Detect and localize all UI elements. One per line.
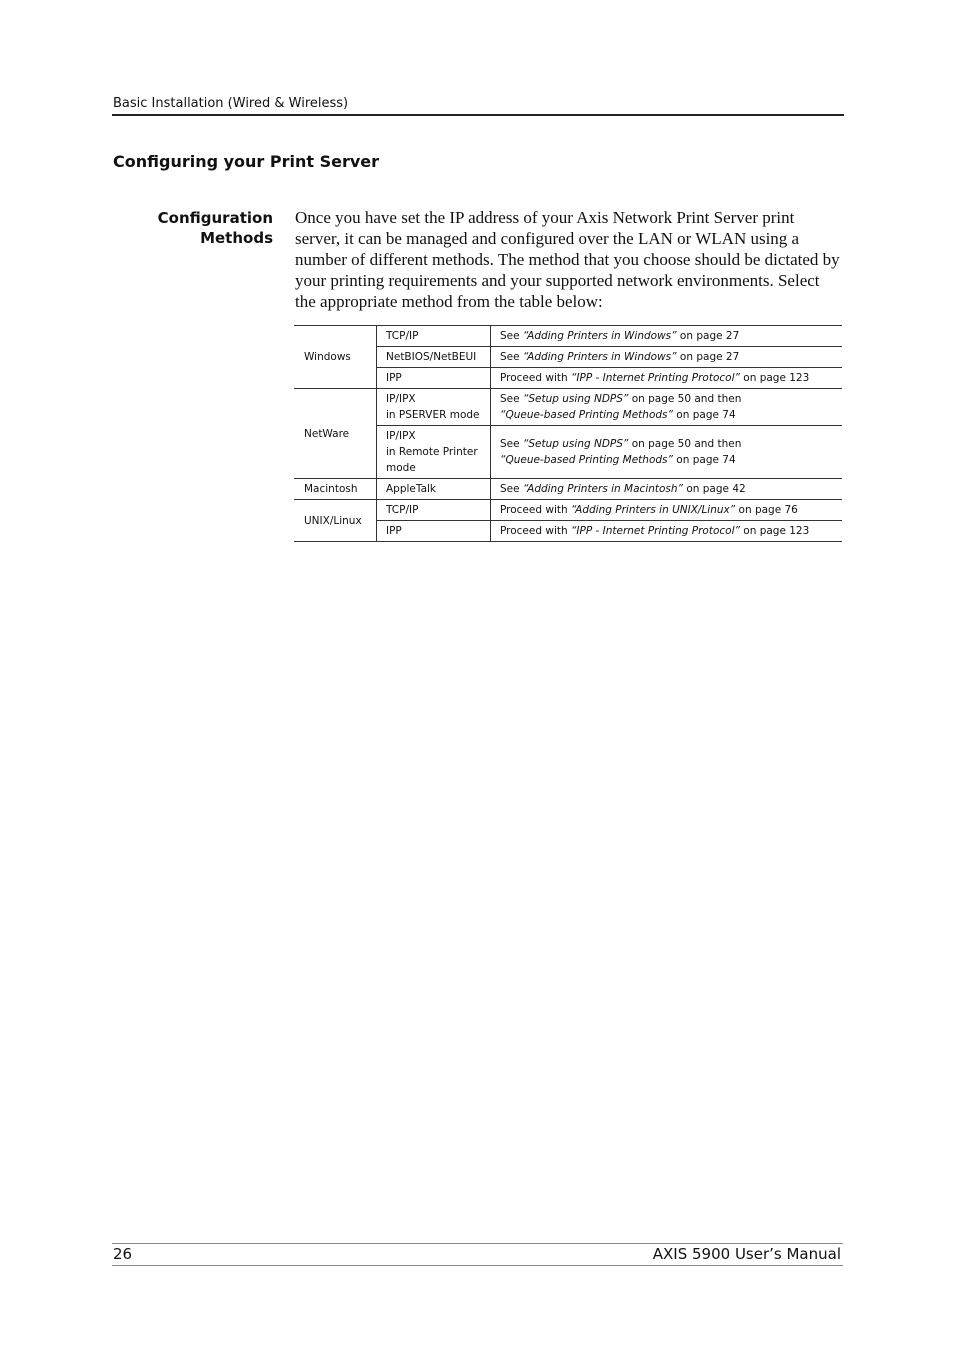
description-cell — [491, 326, 843, 347]
protocol-cell — [377, 368, 491, 389]
description-line — [500, 391, 834, 407]
description-line — [500, 370, 834, 386]
configuration-methods-table — [294, 325, 842, 542]
description-text: See — [500, 483, 523, 495]
table-row — [294, 347, 842, 368]
manual-title: AXIS 5900 User’s Manual — [652, 1245, 841, 1263]
description-text: on page 42 — [683, 483, 746, 495]
table-row — [294, 368, 842, 389]
protocol-line: in PSERVER mode — [386, 409, 480, 421]
cross-reference[interactable]: “IPP - Internet Printing Protocol” — [570, 372, 740, 384]
section-title: Configuring your Print Server — [113, 152, 380, 171]
os-cell: Macintosh — [294, 479, 377, 500]
description-text: on page 27 — [676, 351, 740, 363]
protocol-line: NetBIOS/NetBEUI — [386, 351, 477, 363]
protocol-line: in Remote Printer — [386, 446, 478, 458]
description-text: on page 123 — [739, 372, 810, 384]
protocol-cell — [377, 479, 491, 500]
description-text: on page 74 — [672, 454, 736, 466]
description-line — [500, 349, 834, 365]
protocol-cell — [377, 521, 491, 542]
page-number: 26 — [113, 1245, 133, 1263]
description-cell — [491, 389, 843, 426]
footer-rule-top — [112, 1243, 843, 1244]
description-cell — [491, 521, 843, 542]
description-text: See — [500, 351, 523, 363]
description-text: on page 50 and then — [628, 393, 742, 405]
footer-rule-bottom — [112, 1265, 843, 1266]
os-cell: Windows — [294, 326, 377, 389]
description-text: on page 123 — [739, 525, 810, 537]
methods-table-body — [294, 326, 842, 542]
description-cell — [491, 500, 843, 521]
header-rule — [112, 114, 844, 116]
description-line — [500, 407, 834, 423]
cross-reference[interactable]: “IPP - Internet Printing Protocol” — [570, 525, 740, 537]
table-row — [294, 426, 842, 479]
description-text: on page 27 — [676, 330, 740, 342]
side-heading-line-2: Methods — [200, 229, 273, 247]
protocol-cell — [377, 426, 491, 479]
table-row — [294, 389, 842, 426]
cross-reference[interactable]: “Queue-based Printing Methods” — [500, 409, 673, 421]
protocol-line: TCP/IP — [386, 330, 419, 342]
cross-reference[interactable]: “Adding Printers in Windows” — [522, 351, 677, 363]
protocol-line: mode — [386, 462, 416, 474]
description-line — [500, 523, 834, 539]
description-text: See — [500, 330, 523, 342]
protocol-line: IPP — [386, 372, 402, 384]
description-text: on page 50 and then — [628, 438, 742, 450]
description-text: Proceed with — [500, 525, 571, 537]
protocol-line: IPP — [386, 525, 402, 537]
cross-reference[interactable]: “Adding Printers in Macintosh” — [522, 483, 683, 495]
cross-reference[interactable]: “Setup using NDPS” — [522, 438, 629, 450]
intro-paragraph: Once you have set the IP address of your Axis Network Print Server print server, it can be managed and configured over the LAN or WLAN using a number of different methods. The method that you choose should be dictated by your printing requirements and your supported network environments. Select the appropriate method from the table below: — [295, 208, 840, 311]
description-text: See — [500, 393, 523, 405]
description-cell — [491, 479, 843, 500]
cross-reference[interactable]: “Adding Printers in UNIX/Linux” — [570, 504, 736, 516]
table-row — [294, 479, 842, 500]
table-row — [294, 326, 842, 347]
running-head: Basic Installation (Wired & Wireless) — [113, 96, 349, 111]
description-line — [500, 481, 834, 497]
side-heading-line-1: Configuration — [157, 209, 273, 227]
os-cell: UNIX/Linux — [294, 500, 377, 542]
protocol-line: TCP/IP — [386, 504, 419, 516]
table-row — [294, 521, 842, 542]
description-text: Proceed with — [500, 504, 571, 516]
cross-reference[interactable]: “Queue-based Printing Methods” — [500, 454, 673, 466]
protocol-cell — [377, 347, 491, 368]
protocol-line: IP/IPX — [386, 430, 416, 442]
os-cell: NetWare — [294, 389, 377, 479]
description-line — [500, 452, 834, 468]
description-line — [500, 502, 834, 518]
description-cell — [491, 368, 843, 389]
description-line — [500, 436, 834, 452]
protocol-line: IP/IPX — [386, 393, 416, 405]
description-cell — [491, 426, 843, 479]
protocol-line: AppleTalk — [386, 483, 436, 495]
description-text: on page 74 — [672, 409, 736, 421]
cross-reference[interactable]: “Setup using NDPS” — [522, 393, 629, 405]
protocol-cell — [377, 389, 491, 426]
protocol-cell — [377, 500, 491, 521]
cross-reference[interactable]: “Adding Printers in Windows” — [522, 330, 677, 342]
description-line — [500, 328, 834, 344]
description-text: on page 76 — [735, 504, 798, 516]
description-text: See — [500, 438, 523, 450]
description-cell — [491, 347, 843, 368]
side-heading — [150, 208, 273, 248]
protocol-cell — [377, 326, 491, 347]
description-text: Proceed with — [500, 372, 571, 384]
table-row — [294, 500, 842, 521]
